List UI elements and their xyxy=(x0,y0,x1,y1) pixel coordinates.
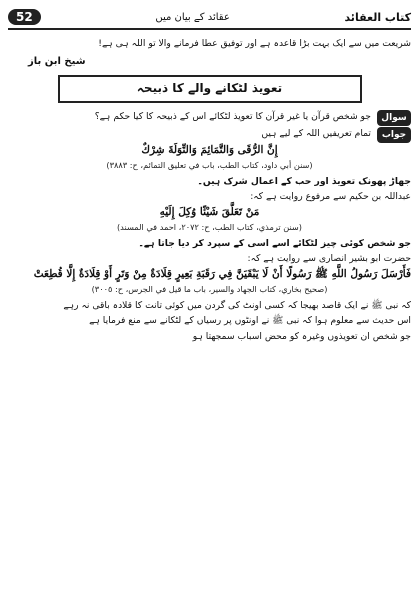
hadith-3-intro: حضرت ابو بشیر انصاری سے روایت ہے کہ: xyxy=(247,253,411,264)
conclusion-paragraph: اس حدیث سے معلوم ہوا کہ نبی ﷺ نے اونٹوں پر رسیاں کے لٹکانے سے منع فرمایا ہے xyxy=(89,315,411,326)
book-title: کتاب العقائد xyxy=(344,10,411,24)
hadith-3-translation: کہ نبی ﷺ نے ایک قاصد بھیجا کہ کسی اونٹ کی گردن میں کوئی تانت کا قلادہ باقی نہ رہے xyxy=(63,299,411,311)
hadith-3-reference: (صحيح بخاري، كتاب الجهاد والسير، باب ما قيل في الجرس، ح: ٣٠٠٥) xyxy=(91,284,328,294)
answer-tag: جواب xyxy=(377,127,411,143)
topic-title: تعویذ لٹکانے والے کا ذبیحہ xyxy=(58,75,362,103)
question-tag: سوال xyxy=(377,110,411,126)
hadith-1-reference: (سنن أبي داود، كتاب الطب، باب في تعليق التمائم، ح: ٣٨٨٣) xyxy=(106,160,313,170)
intro-line: شریعت میں سے ایک بہت بڑا قاعدہ ہے اور توفیق عطا فرمانے والا تو اللہ ہی ہے! xyxy=(98,38,411,49)
question-text: جو شخص قرآن یا غیر قرآن کا تعویذ لٹکائے اس کے ذبیحہ کا کیا حکم ہے؟ xyxy=(94,110,371,122)
final-paragraph: جو شخص ان تعویذوں وغیرہ کو محض اسباب سمجھتا ہو xyxy=(192,330,411,342)
page-header xyxy=(8,6,411,30)
answer-row xyxy=(8,126,411,143)
hadith-1-arabic: إِنَّ الرُّقَى وَالتَّمَائِمَ وَالتِّوَلَةَ شِرْكٌ xyxy=(141,143,278,156)
question-row xyxy=(8,109,411,126)
hadith-2-intro: عبداللہ بن حکیم سے مرفوع روایت ہے کہ: xyxy=(250,191,411,202)
hadith-3-arabic: فَأَرْسَلَ رَسُولُ اللَّهِ ﷺ رَسُولًا أَنْ لَا يَبْقَيَنَّ فِي رَقَبَةِ بَعِيرٍ قِلَادَةٌ مِنْ وَتَرٍ أَوْ قِلَادَةٌ إِلَّا قُطِعَتْ xyxy=(33,267,411,280)
answer-text: تمام تعریفیں اللہ کے لیے ہیں xyxy=(261,127,371,139)
chapter-title: عقائد کے بیان میں xyxy=(155,11,230,23)
page-body xyxy=(8,36,411,594)
page-number: 52 xyxy=(8,9,41,25)
hadith-2-arabic: مَنْ تَعَلَّقَ شَيْئًا وُكِلَ إِلَيْهِ xyxy=(159,205,260,218)
hadith-1-translation: جھاڑ پھونک تعویذ اور حب کے اعمال شرک ہیں۔ xyxy=(197,175,411,187)
hadith-2-reference: (سنن ترمذي، كتاب الطب، ح: ٢٠٧٢، احمد في المسند) xyxy=(116,222,302,232)
author-name: شیخ ابن باز xyxy=(28,55,86,67)
hadith-2-translation: جو شخص کوئی چیز لٹکائے اسے اسی کے سپرد کر دیا جاتا ہے۔ xyxy=(138,237,411,249)
